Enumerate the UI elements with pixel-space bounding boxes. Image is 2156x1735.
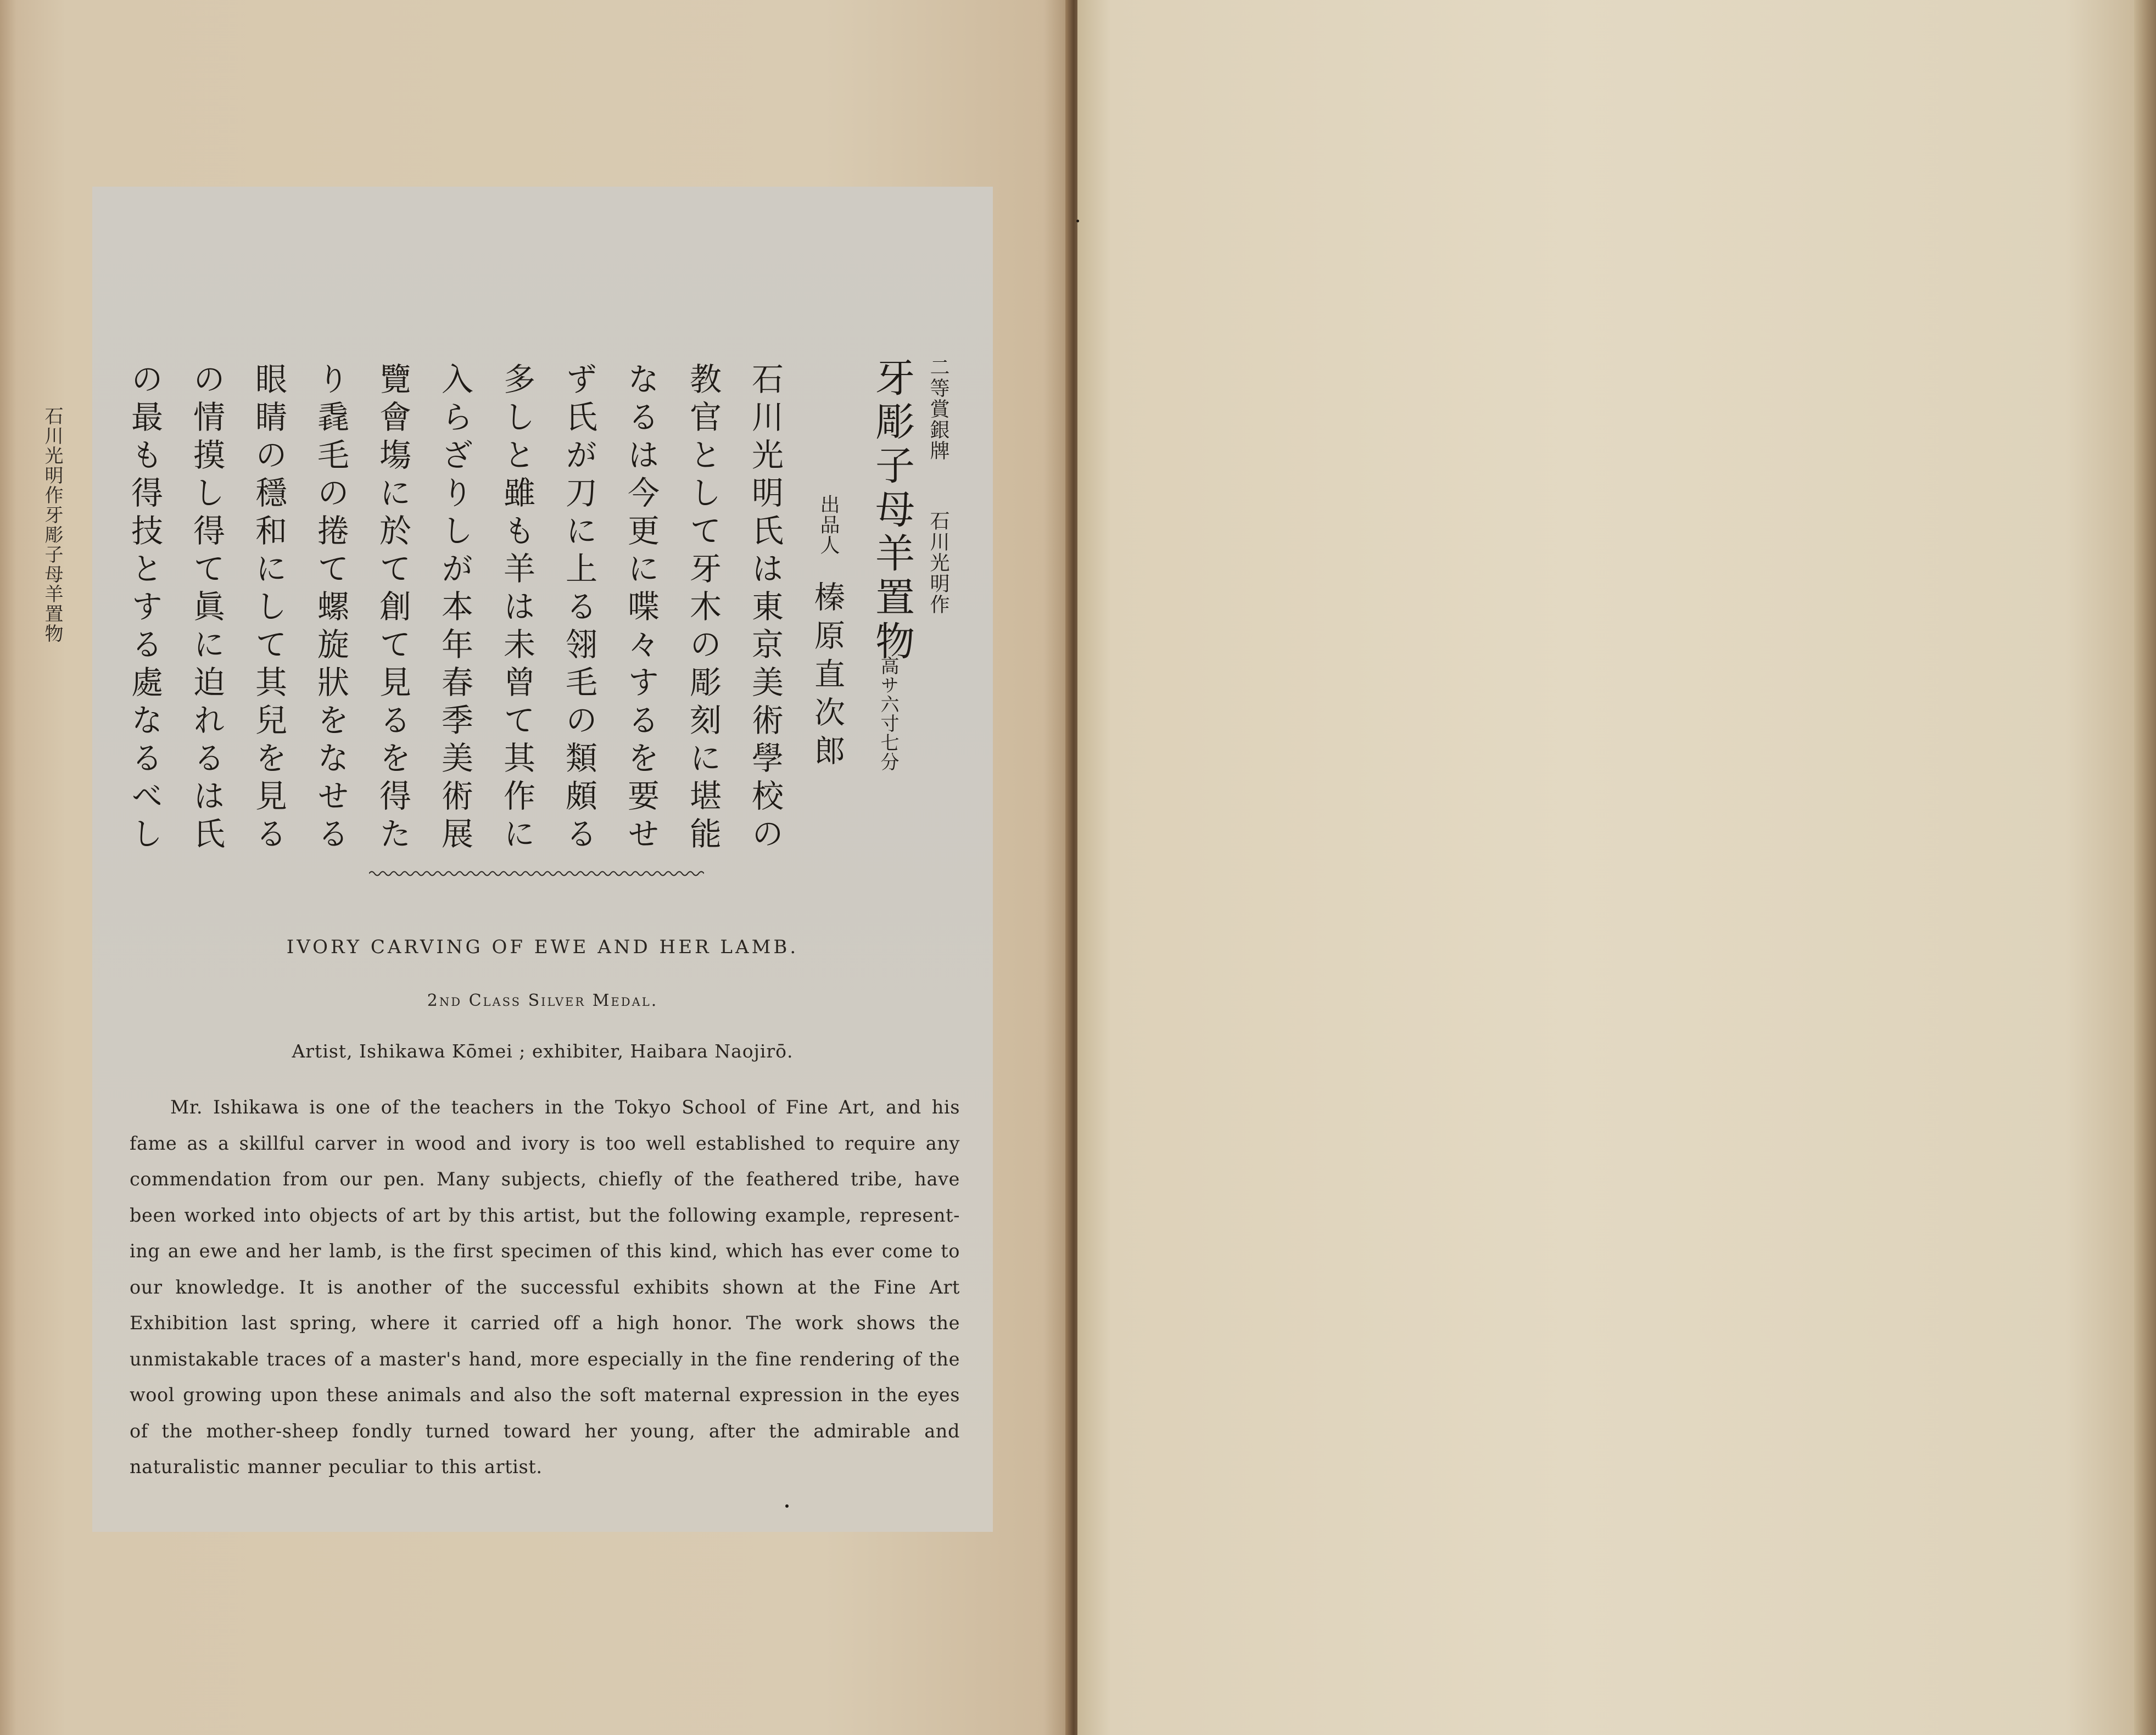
ja-body-column: なるは今更に喋々するを要せ xyxy=(622,362,660,855)
en-body-line: ing an ewe and her lamb, is the first specimen of this kind, which has ever come to xyxy=(130,1240,960,1262)
left-page xyxy=(0,0,1074,1735)
ja-body-column: ず氏が刀に上る翎毛の類頗る xyxy=(560,362,597,855)
title-en: IVORY CARVING OF EWE AND HER LAMB. xyxy=(286,936,799,958)
title-ja: 牙彫子母羊置物 xyxy=(869,357,915,664)
exhibitor-name-ja: 榛原直次郎 xyxy=(809,581,845,773)
en-body-line: naturalistic manner peculiar to this artist. xyxy=(130,1456,543,1477)
credit-en: Artist, Ishikawa Kōmei ; exhibiter, Haibara Naojirō. xyxy=(292,1040,794,1062)
en-body-line: Mr. Ishikawa is one of the teachers in the Tokyo School of Fine Art, and his xyxy=(170,1096,960,1118)
exhibitor-label-ja: 出品人 xyxy=(817,494,840,555)
ja-body-column: 入らざりしが本年春季美術展 xyxy=(436,362,473,855)
artist-credit-ja: 石川光明作 xyxy=(927,511,949,615)
en-body-line: been worked into objects of art by this artist, but the following example, represent- xyxy=(130,1204,960,1226)
en-body-line: of the mother-sheep fondly turned toward her young, after the admirable and xyxy=(130,1420,960,1442)
ja-body-column: り毳毛の捲て螺旋狀をなせる xyxy=(312,362,349,855)
ink-speck xyxy=(785,1504,789,1508)
medal-caption-ja: 二等賞銀牌 xyxy=(927,357,949,461)
medal-caption-en: 2nd Class Silver Medal. xyxy=(427,991,658,1010)
wavy-divider xyxy=(369,866,704,881)
en-body-line: our knowledge. It is another of the successful exhibits shown at the Fine Art xyxy=(130,1276,960,1298)
en-body-line: unmistakable traces of a master's hand, more especially in the fine rendering of the xyxy=(130,1348,960,1370)
en-body-line: commendation from our pen. Many subjects, chiefly of the feathered tribe, have xyxy=(130,1168,960,1190)
running-head: 石川光明作牙彫子母羊置物 xyxy=(41,406,63,643)
ink-speck xyxy=(1076,220,1079,222)
ja-body-column: 多しと雖も羊は未曾て其作に xyxy=(498,362,535,855)
en-body-line: Exhibition last spring, where it carried off a high honor. The work shows the xyxy=(130,1312,960,1334)
ja-body-column: の情摸し得て眞に迫れるは氏 xyxy=(188,362,225,855)
body-en xyxy=(130,1089,960,1485)
ja-body-column: 覽會塲に於て創て見るを得た xyxy=(374,362,411,855)
right-page-blank xyxy=(1077,0,2156,1735)
en-body-line: wool growing upon these animals and also the soft maternal expression in the eyes xyxy=(130,1384,960,1406)
ja-body-column: の最も得技とする處なるべし xyxy=(126,362,163,855)
ja-body-column: 教官として牙木の彫刻に堪能 xyxy=(684,362,722,855)
ja-body-column: 眼睛の穩和にして其兒を見る xyxy=(250,362,287,855)
ja-body-column: 石川光明氏は東京美術學校の xyxy=(746,362,784,855)
page-edge xyxy=(2134,0,2156,1735)
height-ja: 高サ六寸七分 xyxy=(877,656,899,771)
en-body-line: fame as a skillful carver in wood and ivory is too well established to require any xyxy=(130,1132,960,1154)
